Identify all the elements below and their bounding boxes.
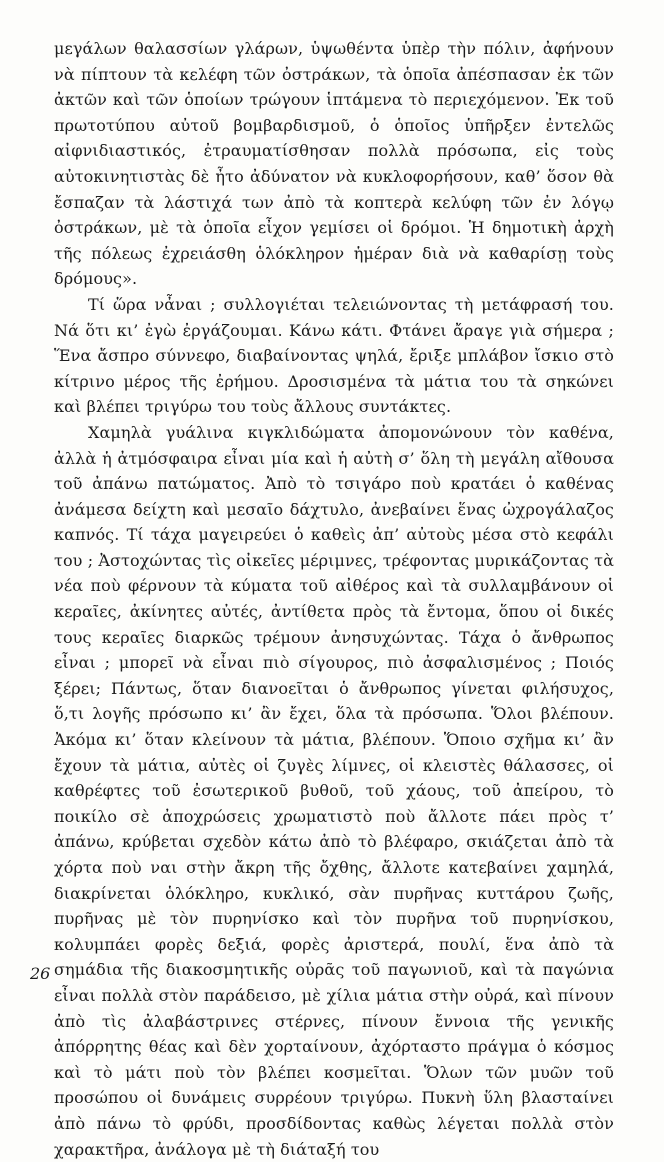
page-number: 26 xyxy=(30,964,51,983)
paragraph-continuation: μεγάλων θαλασσίων γλάρων, ὑψωθέντα ὑπὲρ τὴν πόλιν, ἀφήνουν νὰ πίπτουν τὰ κελέφη τῶν ὀστράκων, τὰ ὁποῖα ἀπέσπασαν ἐκ τῶν ἀκτῶν καὶ τῶν ὁποίων τρώγουν ἱπτάμενα τὸ περιεχόμενον. Ἐκ τοῦ πρωτοτύπου αὐτοῦ βομβαρδισμοῦ, ὁ ὁποῖος ὑπῆρξεν ἐντελῶς αἰφνιδιαστικός, ἐτραυματίσθησαν πολλὰ πρόσωπα, εἰς τοὺς αὐτοκινητιστὰς δὲ ἦτο ἀδύνατον νὰ κυκλοφορήσουν, καθ’ ὅσον θὰ ἔσπαζαν τὰ λάστιχά των ἀπὸ τὰ κοπτερὰ κελύφη τῶν ἐν λόγῳ ὀστράκων, μὲ τὰ ὁποῖα εἶχον γεμίσει οἱ δρόμοι. Ἡ δημοτικὴ ἀρχὴ τῆς πόλεως ἐχρειάσθη ὁλόκληρον ἡμέραν διὰ νὰ καθαρίσῃ τοὺς δρόμους». xyxy=(54,39,614,289)
paragraph-translation: Τί ὥρα νἆναι ; συλλογιέται τελειώνοντας τὴ μετάφρασή του. Νά ὅτι κι’ ἐγὼ ἐργάζουμαι. Κάνω κάτι. Φτάνει ἄραγε γιὰ σήμερα ; Ἕνα ἄσπρο σύννεφο, διαβαίνοντας ψηλά, ἔριξε μπλάβον ἴσκιο στὸ κίτρινο μέρος τῆς ἐρήμου. Δροσισμένα τὰ μάτια του τὰ σηκώνει καὶ βλέπει τριγύρω του τοὺς ἄλλους συντάκτες. xyxy=(54,294,614,417)
body-text xyxy=(54,36,614,1162)
paragraph-office: Χαμηλὰ γυάλινα κιγκλιδώματα ἀπομονώνουν τὸν καθένα, ἀλλὰ ἡ ἀτμόσφαιρα εἶναι μία καὶ ἡ αὐτὴ σ’ ὅλη τὴ μεγάλη αἴθουσα τοῦ ἀπάνω πατώματος. Ἀπὸ τὸ τσιγάρο ποὺ κρατάει ὁ καθένας ἀνάμεσα δείχτη καὶ μεσαῖο δάχτυλο, ἀνεβαίνει ἕνας ὠχρογάλαζος καπνός. Τί τάχα μαγειρεύει ὁ καθεὶς ἀπ’ αὐτοὺς μέσα στὸ κεφάλι του ; Ἀστοχώντας τὶς οἰκεῖες μέριμνες, τρέφοντας μυρικάζοντας τὰ νέα ποὺ φέρνουν τὰ κύματα τοῦ αἰθέρος καὶ τὰ συλλαμβάνουν οἱ κεραῖες, ἀκίνητες αὐτές, ἀντίθετα πρὸς τὰ ἔντομα, ὅπου οἱ δικές τους κεραῖες διαρκῶς τρέμουν ἀνησυχώντας. Τάχα ὁ ἄνθρωπος εἶναι ; μπορεῖ νὰ εἶναι πιὸ σίγουρος, πιὸ ἀσφαλισμένος ; Ποιός ξέρει; Πάντως, ὅταν διανοεῖται ὁ ἄνθρωπος γίνεται φιλήσυχος, ὅ,τι λογῆς πρόσωπο κι’ ἂν ἔχει, ὅλα τὰ πρόσωπα. Ὅλοι βλέπουν. Ἀκόμα κι’ ὅταν κλείνουν τὰ μάτια, βλέπουν. Ὅποιο σχῆμα κι’ ἂν ἔχουν τὰ μάτια, αὐτὲς οἱ ζυγὲς λίμνες, οἱ κλειστὲς θάλασσες, οἱ καθρέφτες τοῦ ἐσωτερικοῦ βυθοῦ, τοῦ χάους, τοῦ ἀπείρου, τὸ ποικίλο σὲ ἀποχρώσεις χρωματιστὸ ποὺ ἄλλοτε πάει πρὸς τ’ ἀπάνω, κρύβεται σχεδὸν κάτω ἀπὸ τὸ βλέφαρο, σκιάζεται ἀπὸ τὰ χόρτα ποὺ ναι στὴν ἄκρη τῆς ὄχθης, ἄλλοτε κατεβαίνει χαμηλά, διακρίνεται ὁλόκληρο, κυκλικό, σὰν πυρῆνας κυττάρου ζωῆς, πυρῆνας μὲ τὸν πυρηνίσκο καὶ τὸν πυρῆνα τοῦ πυρηνίσκου, κολυμπάει φορὲς δεξιά, φορὲς ἀριστερά, πουλί, ἕνα ἀπὸ τὰ σημάδια τῆς διακοσμητικῆς οὐρᾶς τοῦ παγωνιοῦ, καὶ τὰ παγώνια εἶναι πολλὰ στὸν παράδεισο, μὲ χίλια μάτια στὴν οὐρά, καὶ πίνουν ἀπὸ τὶς ἀλαβάστρινες στέρνες, πίνουν ἔννοια τῆς γενικῆς ἀπόρρητης θέας καὶ δὲν χορταίνουν, ἀχόρταστο πράγμα ὁ κόσμος καὶ τὸ μάτι ποὺ τὸν βλέπει κοσμεῖται. Ὅλων τῶν μυῶν τοῦ προσώπου οἱ δυνάμεις συρρέουν τριγύρω. Πυκνὴ ὕλη βλασταίνει ἀπὸ πάνω τὸ φρύδι, προσδίδοντας καθὼς λέγεται πολλὰ στὸν χαρακτῆρα, ἀνάλογα μὲ τὴ διάταξή του xyxy=(54,422,615,1159)
